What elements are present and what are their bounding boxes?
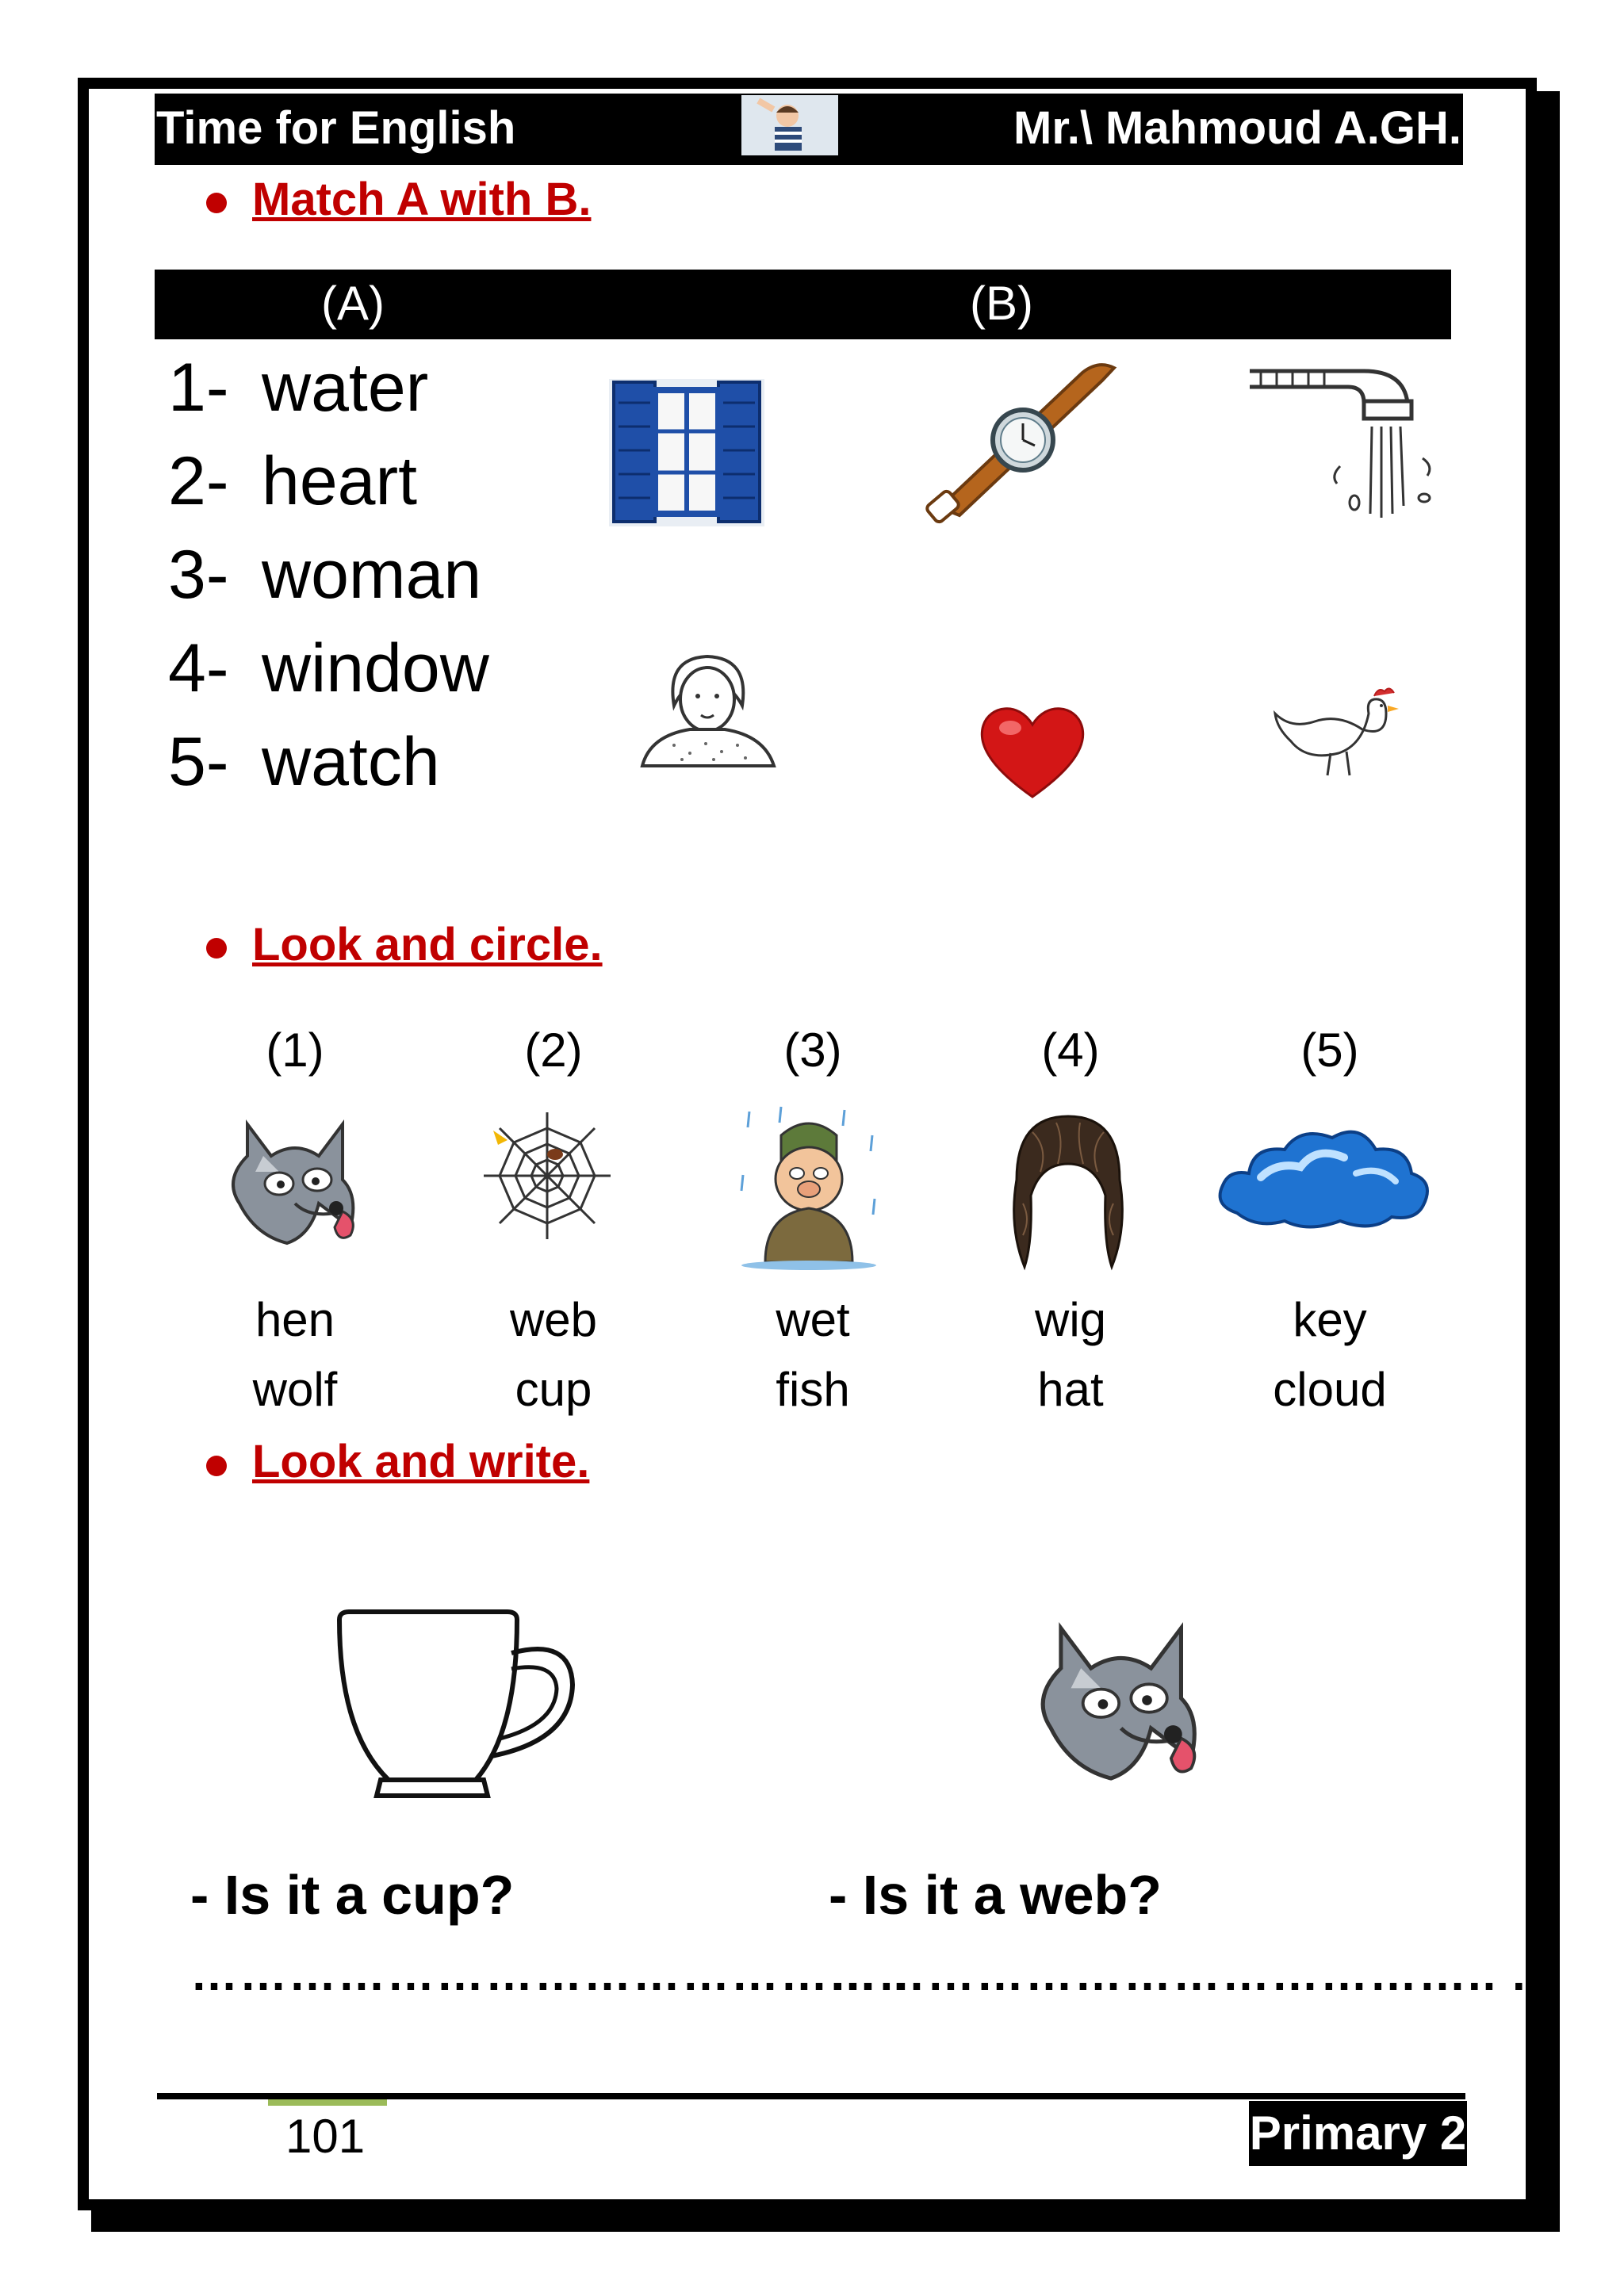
item-number: (4) — [1041, 1024, 1100, 1077]
word-option[interactable]: cup — [515, 1363, 592, 1416]
bullet-dot — [206, 1456, 227, 1476]
footer-accent — [268, 2099, 387, 2106]
cloud-icon — [1213, 1118, 1435, 1241]
hen-icon — [1267, 682, 1408, 785]
word-option[interactable]: cloud — [1273, 1363, 1387, 1416]
cup-icon — [333, 1605, 587, 1808]
wolf-icon — [224, 1108, 374, 1255]
child-photo-icon — [741, 95, 838, 155]
word-option[interactable]: web — [509, 1293, 598, 1346]
list-item: 1- water — [168, 350, 429, 426]
watch-icon — [924, 357, 1130, 527]
heart-icon — [977, 698, 1088, 805]
bullet-dot — [206, 193, 227, 213]
ab-header-bar — [155, 270, 1451, 339]
list-item: 2- heart — [168, 443, 418, 519]
wig-icon — [1001, 1108, 1136, 1279]
tap-water-icon — [1245, 355, 1435, 534]
bullet-dot — [206, 938, 227, 959]
item-number: (1) — [266, 1024, 324, 1077]
wet-man-icon — [733, 1104, 884, 1274]
write-heading: Look and write. — [252, 1436, 590, 1487]
level-badge: Primary 2 — [1249, 2101, 1467, 2166]
list-item: 5- watch — [168, 724, 440, 800]
question-text: - Is it a cup? — [190, 1864, 515, 1926]
question-text: - Is it a web? — [829, 1864, 1162, 1926]
woman-icon — [634, 650, 781, 773]
header-bar — [155, 94, 1463, 165]
match-heading: Match A with B. — [252, 174, 592, 225]
window-icon — [609, 379, 764, 530]
web-icon — [476, 1108, 619, 1247]
list-item: 3- woman — [168, 537, 482, 613]
item-number: (3) — [783, 1024, 842, 1077]
column-a-label: (A) — [321, 277, 385, 330]
word-option[interactable]: key — [1293, 1293, 1367, 1346]
word-option[interactable]: wolf — [252, 1363, 338, 1416]
word-option[interactable]: hen — [255, 1293, 335, 1346]
circle-heading: Look and circle. — [252, 919, 603, 970]
word-option[interactable]: fish — [776, 1363, 850, 1416]
item-number: (5) — [1300, 1024, 1359, 1077]
header-right-title: Mr.\ Mahmoud A.GH. — [1013, 102, 1461, 154]
word-option[interactable]: wig — [1034, 1293, 1107, 1346]
answer-line[interactable]: …………………………………… . — [190, 1947, 909, 2000]
page-number: 101 — [285, 2110, 366, 2163]
item-number: (2) — [524, 1024, 583, 1077]
word-option[interactable]: hat — [1037, 1363, 1104, 1416]
list-item: 4- window — [168, 630, 489, 706]
word-option[interactable]: wet — [776, 1293, 850, 1346]
footer-divider — [157, 2093, 1465, 2099]
header-left-title: Time for English — [156, 102, 516, 154]
column-b-label: (B) — [970, 277, 1033, 330]
answer-line[interactable]: ………………………………….. . — [829, 1947, 1527, 2000]
match-word-list — [168, 341, 489, 809]
wolf-icon — [1031, 1603, 1221, 1797]
